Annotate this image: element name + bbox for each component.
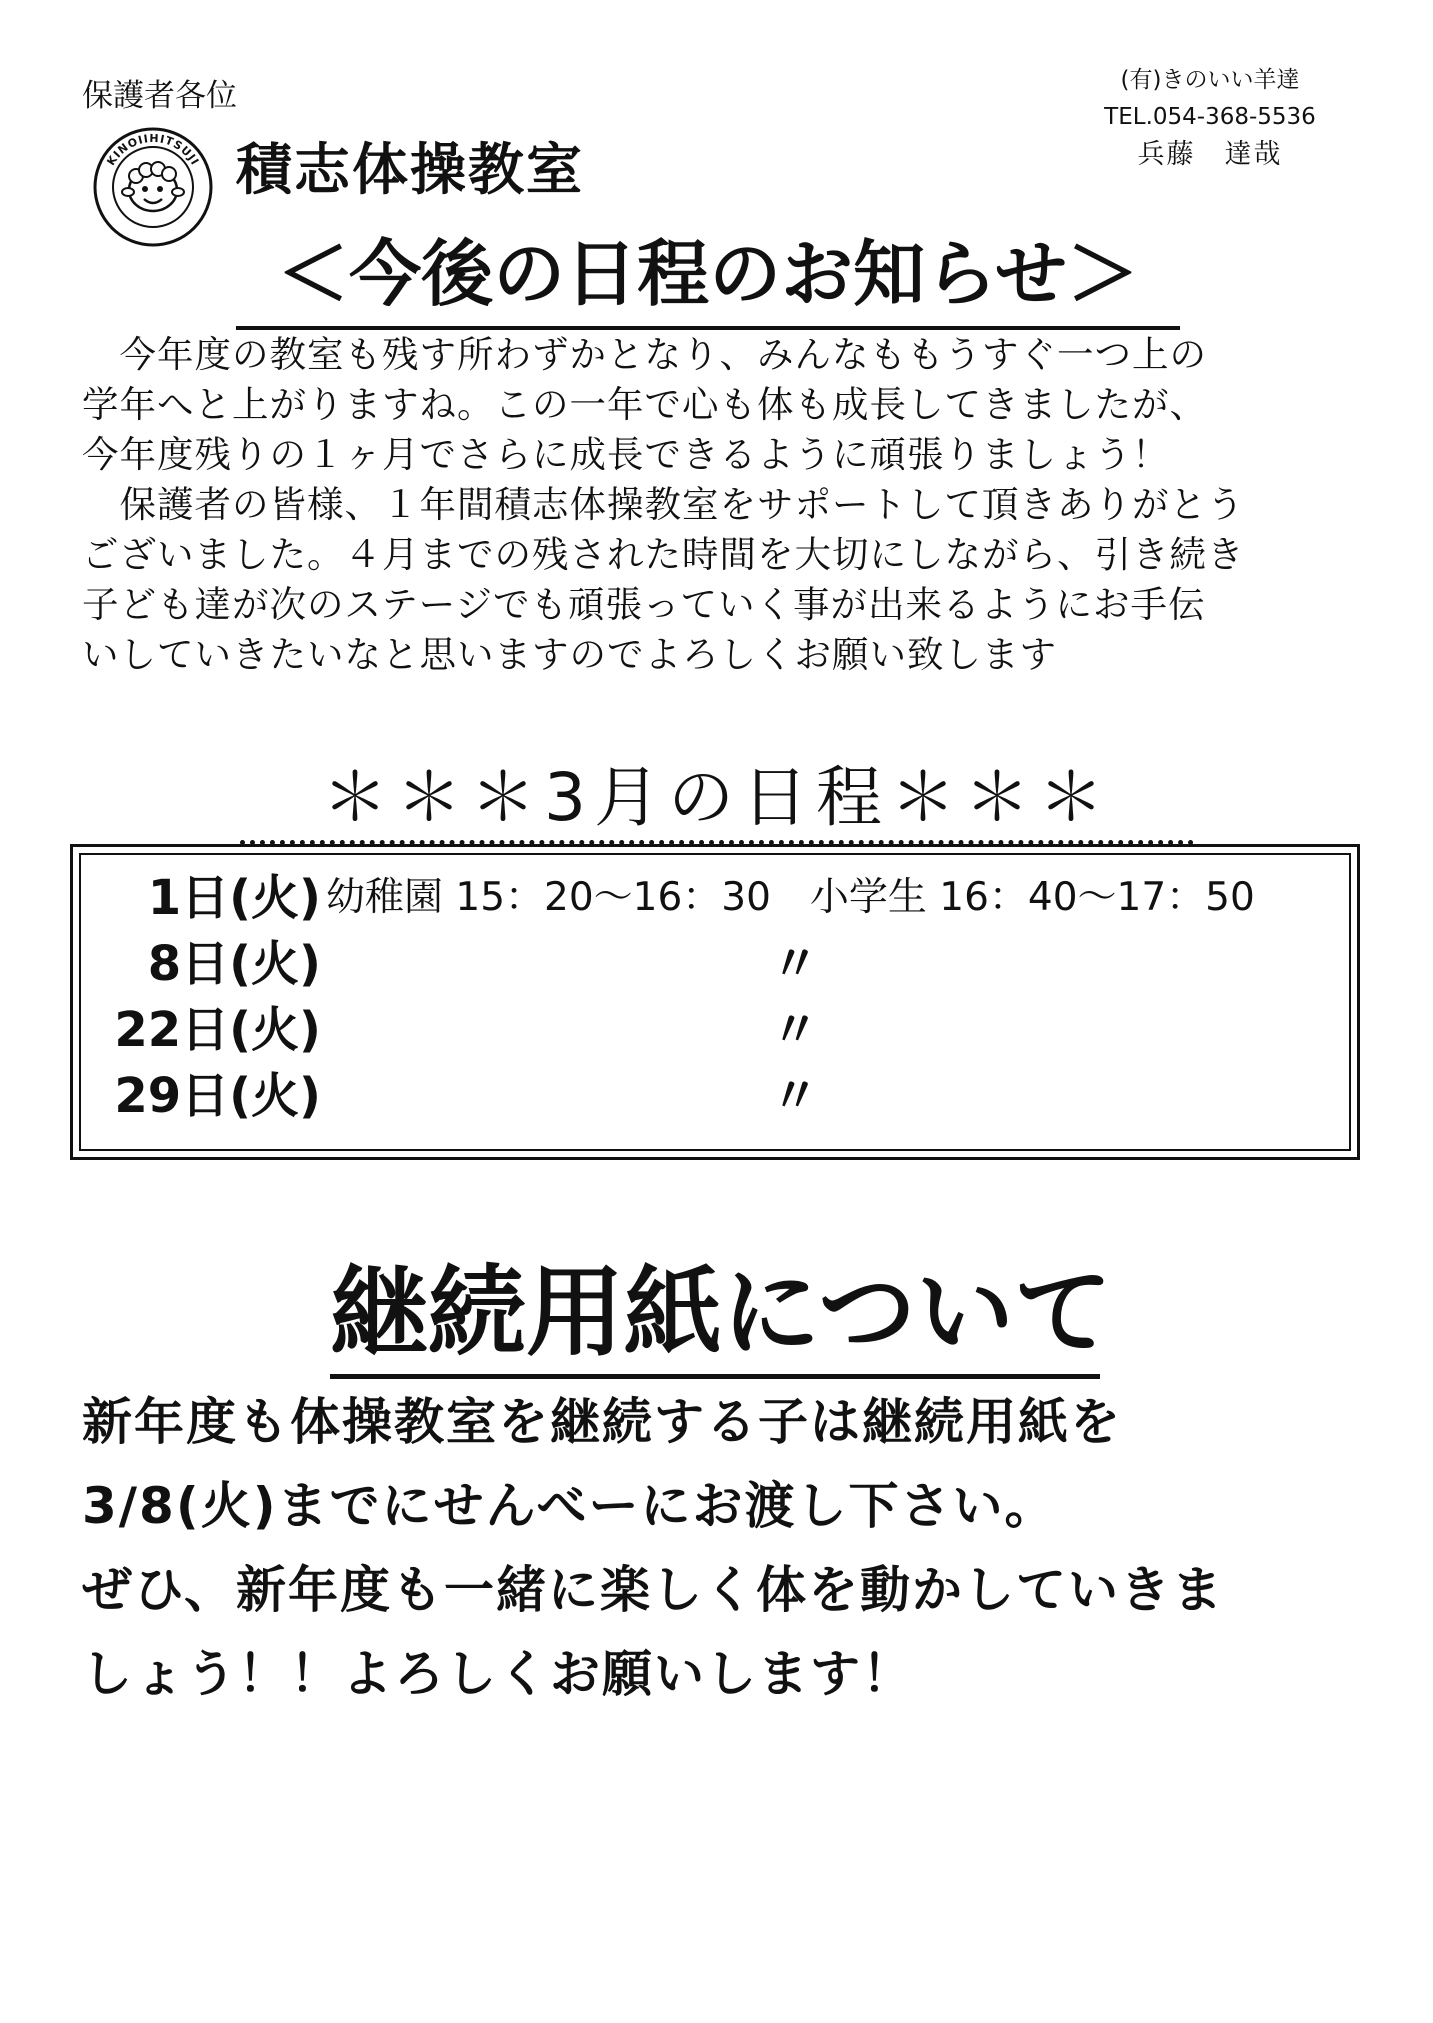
schedule-row [81,997,1349,1063]
schedule-table-inner [79,853,1351,1151]
schedule-date: 1日(火) [147,870,321,926]
intro-line: 保護者の皆様、１年間積志体操教室をサポートして頂きありがとう [82,483,1245,526]
addressee: 保護者各位 [82,78,237,114]
logo-lettering: KINOIIHITSUJI [104,131,202,168]
intro-line: 学年へと上がりますね。この一年で心も体も成長してきましたが、 [82,383,1207,426]
org-name: 積志体操教室 [236,138,584,203]
schedule-table [70,844,1360,1160]
continuation-line: ぜひ、新年度も一緒に楽しく体を動かしていきま [82,1561,1224,1619]
schedule-row [81,931,1349,997]
intro-paragraph [82,330,1362,680]
sender-company: (有)きのいい羊達 [1120,67,1300,93]
ditto-mark: 〃 [771,1002,820,1058]
ditto-mark: 〃 [771,1068,820,1124]
schedule-title: ＊＊＊3月の日程＊＊＊ [240,756,1194,845]
intro-line: 今年度残りの１ヶ月でさらに成長できるように頑張りましょう！ [82,433,1170,476]
svg-text:KINOIIHITSUJI [104,132,201,168]
intro-line: ございました。４月までの残された時間を大切にしながら、引き続き [82,533,1245,576]
intro-line: 子ども達が次のステージでも頑張っていく事が出来るようにお手伝 [82,583,1206,626]
page-title: ＜今後の日程のお知らせ＞ [236,216,1180,330]
schedule-date: 8日(火) [147,936,321,992]
schedule-date: 29日(火) [114,1068,321,1124]
intro-line: 今年度の教室も残す所わずかとなり、みんなももうすぐ一つ上の [82,333,1207,376]
continuation-body [82,1380,1372,1716]
intro-line: いしていきたいなと思いますのでよろしくお願い致します [82,633,1057,676]
sheep-logo-icon [92,126,214,248]
schedule-row [81,865,1349,931]
ditto-mark: 〃 [771,936,820,992]
continuation-title: 継続用紙について [330,1252,1100,1379]
sender-name: 兵藤 達哉 [1137,139,1283,170]
schedule-times: 幼稚園 15：20～16：30 小学生 16：40～17：50 [326,875,1255,920]
schedule-row [81,1063,1349,1129]
continuation-line: しょう！！よろしくお願いします！ [82,1645,914,1703]
sender-tel: TEL.054-368-5536 [1104,104,1316,130]
continuation-line: 3/8(火)までにせんべーにお渡し下さい。 [82,1477,1057,1535]
schedule-date: 22日(火) [114,1002,321,1058]
continuation-line: 新年度も体操教室を継続する子は継続用紙を [82,1393,1122,1451]
sender-block [1100,62,1320,173]
